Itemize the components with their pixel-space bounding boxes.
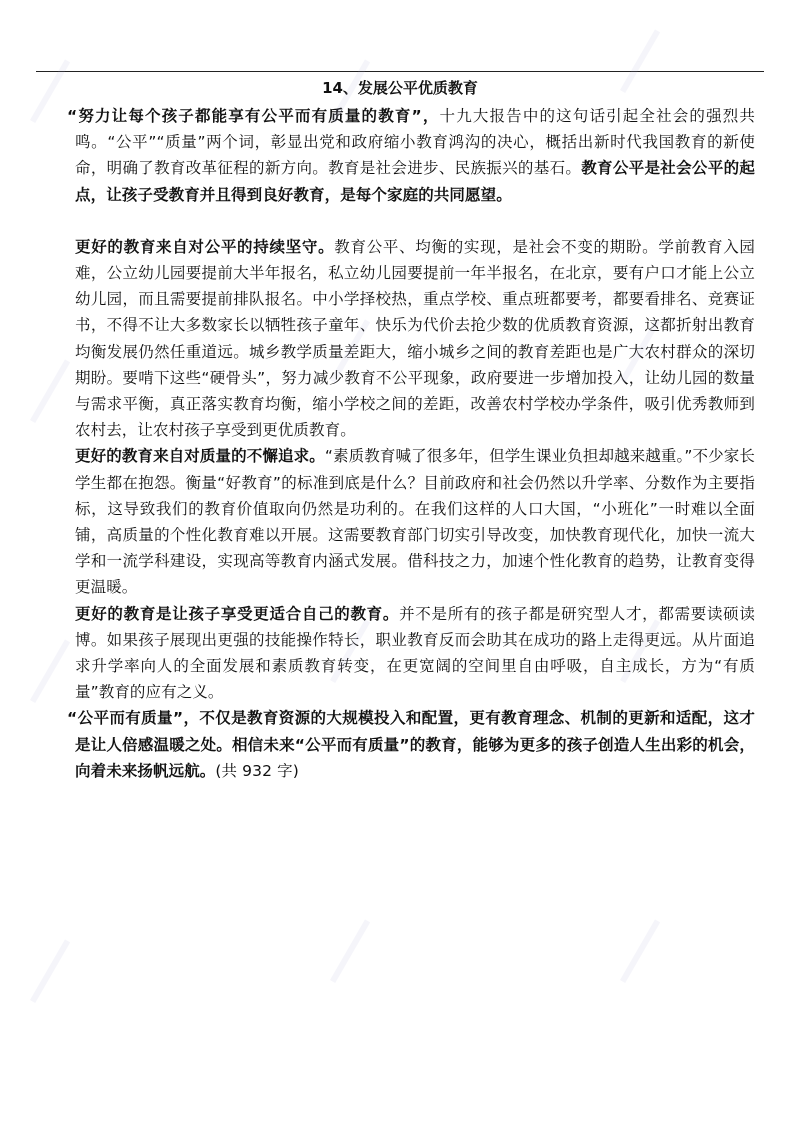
body-text: 教育公平、均衡的实现，是社会不变的期盼。学前教育入园难，公立幼儿园要提前大半年报名，私立幼儿园要提前一年半报名，在北京，要有户口才能上公立幼儿园，而且需要提前排队报名。中小学择校热，重点学校、重点班都要考，都要看排名、竞赛证书，不得不让大多数家长以牺牲孩子童年、快乐为代价去抢少数的优质教育资源，这都折射出教育均衡发展仍然任重道远。城乡教学质量差距大，缩小城乡之间的教育差距也是广大农村群众的深切期盼。要啃下这些“硬骨头”，努力减少教育不公平现象，政府要进一步增加投入，让幼儿园的数量与需求平衡，真正落实教育均衡，缩小学校之间的差距，改善农村学校办学条件，吸引优秀教师到农村去，让农村孩子享受到更优质教育。 [75, 237, 755, 440]
header-rule [36, 71, 764, 72]
watermark-mark [330, 919, 370, 983]
body-text: 十九大报告中的这句话引起全社会的强烈共鸣。“公平”“质量”两个词，彰显出党和政府缩小教育鸿沟的决心，概括出新时代我国教育的新使命，明确了教育改革征程的新方向。教育是社会进步、民族振兴的基石。 [75, 107, 755, 178]
bold-lead: 更好的教育来自对公平的持续坚守。 [75, 237, 335, 256]
paragraph-fairness [75, 234, 755, 444]
paragraph-suitable [75, 601, 755, 706]
watermark-mark [620, 919, 660, 983]
bold-lead: 更好的教育来自对质量的不懈追求。 [75, 447, 325, 466]
bold-lead: “努力让每个孩子都能享有公平而有质量的教育”， [67, 107, 440, 125]
bold-lead: “公平而有质量”，不仅是教育资源的大规模投入和配置，更有教育理念、机制的更新和适配，这才是让人倍感温暖之处。相信未来“公平而有质量”的教育，能够为更多的孩子创造人生出彩的机会，向着未来扬帆远航。 [67, 709, 755, 780]
watermark-mark [30, 359, 70, 423]
word-count: (共 932 字) [215, 761, 299, 780]
paragraph-quality [75, 443, 755, 600]
paragraph-gap [75, 208, 755, 234]
bold-text: 教育公平是社会公平的起点，让孩子受教育并且得到良好教育，是每个家庭的共同愿望。 [75, 159, 755, 204]
bold-lead: 更好的教育是让孩子享受更适合自己的教育。 [75, 604, 400, 623]
paragraph-intro [67, 103, 755, 208]
paragraph-conclusion [67, 705, 755, 784]
body-text: 并不是所有的孩子都是研究型人才，都需要读硕读博。如果孩子展现出更强的技能操作特长，职业教育反而会助其在成功的路上走得更远。从片面追求升学率向人的全面发展和素质教育转变，在更宽阔的空间里自由呼吸，自主成长，方为“有质量”教育的应有之义。 [75, 604, 755, 702]
page-title: 14、发展公平优质教育 [322, 79, 478, 97]
watermark-mark [30, 639, 70, 703]
article-body [67, 103, 755, 784]
body-text: “素质教育喊了很多年，但学生课业负担却越来越重。”不少家长学生都在抱怨。衡量“好教育”的标准到底是什么？目前政府和社会仍然以升学率、分数作为主要指标，这导致我们的教育价值取向仍然是功利的。在我们这样的人口大国，“小班化”一时难以全面铺，高质量的个性化教育难以开展。这需要教育部门切实引导改变，加快教育现代化，加快一流大学和一流学科建设，实现高等教育内涵式发展。借科技之力，加速个性化教育的趋势，让教育变得更温暖。 [75, 447, 755, 597]
watermark-mark [30, 939, 70, 1003]
